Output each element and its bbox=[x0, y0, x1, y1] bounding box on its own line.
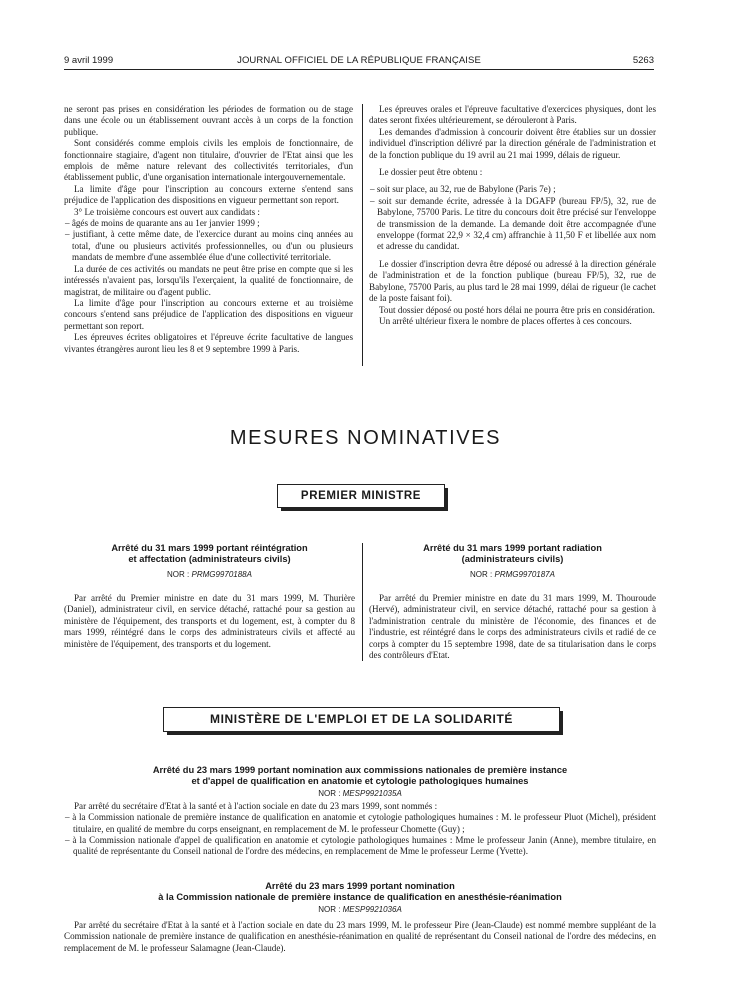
ministry-name: MINISTÈRE DE L'EMPLOI ET DE LA SOLIDARITÉ bbox=[209, 712, 514, 726]
list-item: – justifiant, à cette même date, de l'exercice durant au moins cinq années au total, d'une ou plusieurs activités professionnelles, ou d'un ou plusieurs mandats de membre d'une assemblée élue d'une collectivité territoriale. bbox=[65, 229, 353, 263]
nor-label: NOR : bbox=[167, 570, 192, 579]
paragraph: Le dossier d'inscription devra être déposé ou adressé à la direction générale de l'administration et de la fonction publique (bureau FP/5), 32, rue de Babylone, 75700 Paris, au plus tard le 28 mai 1999, délai de rigueur (le cachet de la poste faisant foi). bbox=[369, 258, 656, 304]
article-title bbox=[369, 543, 656, 565]
header-page-number: 5263 bbox=[632, 55, 654, 66]
article-title-line: Arrêté du 23 mars 1999 portant nomination bbox=[265, 881, 455, 891]
ministry-name: PREMIER MINISTRE bbox=[300, 490, 422, 502]
article-title bbox=[64, 543, 355, 565]
paragraph: 3° Le troisième concours est ouvert aux candidats : bbox=[74, 206, 260, 217]
left-column bbox=[64, 104, 353, 355]
article-title-line: Arrêté du 31 mars 1999 portant réintégration bbox=[111, 543, 308, 553]
article-title-line: Arrêté du 23 mars 1999 portant nomination aux commissions nationales de première instance bbox=[152, 765, 568, 775]
paragraph: La durée de ces activités ou mandats ne peut être prise en compte que si les intéressés n'avaient pas, lorsqu'ils l'exerçaient, la qualité de fonctionnaire, de magistrat, de militaire ou d'agent public. bbox=[64, 263, 353, 297]
list-item: – à la Commission nationale d'appel de qualification en anatomie et cytologie pathologiques humaines : Mme le professeur Janin (Anne), membre titulaire, en qualité de représentante du Conseil national de l'ordre des médecins, en remplacement de Mme le professeur Lerme (Yvette). bbox=[65, 834, 656, 857]
paragraph: Le dossier peut être obtenu : bbox=[379, 167, 483, 178]
list-item: – soit sur place, au 32, rue de Babylone (Paris 7e) ; bbox=[370, 184, 556, 195]
nor-code: MESP9921035A bbox=[342, 789, 402, 798]
section-title: MESURES NOMINATIVES bbox=[229, 427, 502, 449]
nor-label: NOR : bbox=[318, 905, 343, 914]
article-reintegration bbox=[64, 543, 355, 650]
article-title-line: et d'appel de qualification en anatomie et cytologie pathologiques humaines bbox=[191, 776, 529, 786]
paragraph: Par arrêté du Premier ministre en date du 31 mars 1999, M. Thurière (Daniel), administrateur civil, en service détaché, rattaché pour sa gestion au ministère de l'équipement, des transports et du logement, est, à compter du 8 mars 1999, réintégré dans le corps des administrateurs civils et affecté au ministère de l'équipement, des transports et du logement. bbox=[64, 593, 355, 649]
paragraph: Par arrêté du secrétaire d'Etat à la santé et à l'action sociale en date du 23 mars 1999, M. le professeur Pire (Jean-Claude) est nommé membre suppléant de la Commission nationale de première instance de qualification en anesthésie-réanimation en qualité de représentant du Conseil national de l'ordre des médecins, en remplacement de M. le professeur Salamagne (Jean-Claude). bbox=[64, 920, 656, 953]
page-header bbox=[64, 55, 654, 69]
paragraph: ne seront pas prises en considération les périodes de formation ou de stage dans une école ou un établissement ouvrant accès à un corps de la fonction publique. bbox=[64, 104, 353, 137]
article-title-line: (administrateurs civils) bbox=[461, 554, 564, 564]
paragraph: La limite d'âge pour l'inscription au concours externe et au troisième concours s'entend sans préjudice de l'application des dispositions en vigueur permettant son report. bbox=[64, 297, 353, 331]
nor-reference bbox=[369, 570, 656, 579]
nor-label: NOR : bbox=[470, 570, 495, 579]
column-divider bbox=[362, 104, 363, 366]
article-body bbox=[64, 801, 656, 857]
ministry-box-emploi-solidarite bbox=[163, 707, 560, 732]
ministry-box-premier-ministre bbox=[277, 484, 445, 508]
paragraph: Par arrêté du secrétaire d'Etat à la santé et à l'action sociale en date du 23 mars 1999, sont nommés : bbox=[74, 801, 438, 811]
article-body bbox=[369, 593, 656, 661]
nor-code: MESP9921036A bbox=[342, 905, 402, 914]
paragraph: Sont considérés comme emplois civils les emplois de fonctionnaire, de fonctionnaire stagiaire, d'agent non titulaire, d'ouvrier de l'Etat ainsi que les emplois de même nature relevant des collectivités territoriales, d'un établissement public, d'une organisation internationale intergouvernementale. bbox=[64, 138, 353, 183]
article-title bbox=[64, 765, 656, 787]
header-journal-title: JOURNAL OFFICIEL DE LA RÉPUBLIQUE FRANÇAISE bbox=[237, 55, 481, 66]
list-item: – à la Commission nationale de première instance de qualification en anatomie et cytologie pathologiques humaines : M. le professeur Pluot (Michel), président titulaire, en qualité de membre du corps enseignant, en remplacement de M. le professeur Chomette (Guy) ; bbox=[65, 812, 656, 834]
column-divider bbox=[362, 543, 363, 661]
article-title-line: Arrêté du 31 mars 1999 portant radiation bbox=[423, 543, 602, 553]
article-radiation bbox=[369, 543, 656, 661]
nor-code: PRMG9970187A bbox=[494, 570, 555, 579]
article-title-line: à la Commission nationale de première instance de qualification en anesthésie-réanimation bbox=[158, 892, 562, 902]
article-anesthesie bbox=[64, 881, 656, 954]
header-date: 9 avril 1999 bbox=[64, 55, 114, 66]
nor-label: NOR : bbox=[318, 789, 343, 798]
nor-reference bbox=[64, 570, 355, 579]
article-body bbox=[64, 593, 355, 650]
paragraph: Les épreuves orales et l'épreuve facultative d'exercices physiques, dont les dates seront fixées ultérieurement, se dérouleront à Paris. bbox=[369, 104, 656, 126]
nor-reference bbox=[64, 789, 656, 798]
article-anatomie bbox=[64, 765, 656, 857]
right-column bbox=[369, 104, 656, 327]
paragraph: Un arrêté ultérieur fixera le nombre de places offertes à ces concours. bbox=[379, 315, 632, 326]
paragraph: Par arrêté du Premier ministre en date du 31 mars 1999, M. Thouroude (Hervé), administrateur civil, en service détaché, rattaché pour sa gestion à l'administration centrale du ministère de l'économie, des finances et de l'industrie, est réintégré dans le corps des administrateurs civils et radié de ce corps à compter du 15 septembre 1998, date de sa titularisation dans le corps des contrôleurs d'Etat. bbox=[369, 593, 656, 661]
paragraph: Tout dossier déposé ou posté hors délai ne pourra être pris en considération. bbox=[379, 304, 655, 315]
paragraph: Les épreuves écrites obligatoires et l'épreuve écrite facultative de langues vivantes étrangères auront lieu les 8 et 9 septembre 1999 à Paris. bbox=[64, 332, 353, 354]
paragraph: Les demandes d'admission à concourir doivent être établies sur un dossier individuel d'inscription délivré par la direction générale de l'administration et de la fonction publique du 19 avril au 21 mai 1999, délais de rigueur. bbox=[369, 126, 656, 160]
article-title bbox=[64, 881, 656, 903]
article-title-line: et affectation (administrateurs civils) bbox=[128, 554, 291, 564]
header-rule bbox=[64, 69, 654, 70]
nor-reference bbox=[64, 905, 656, 914]
article-body bbox=[64, 920, 656, 954]
paragraph: La limite d'âge pour l'inscription au concours externe s'entend sans préjudice de l'application des dispositions en vigueur permettant son report. bbox=[64, 183, 353, 206]
list-item: – âgés de moins de quarante ans au 1er janvier 1999 ; bbox=[65, 218, 260, 229]
list-item: – soit sur demande écrite, adressée à la DGAFP (bureau FP/5), 32, rue de Babylone, 75700 Paris. Le titre du concours doit être précisé sur l'enveloppe de transmission de la demande. La demande doit être accompagnée d'une enveloppe (format 22,9 × 32,4 cm) affranchie à 11,50 F et libellée aux nom et adresse du candidat. bbox=[370, 195, 656, 252]
nor-code: PRMG9970188A bbox=[191, 570, 252, 579]
